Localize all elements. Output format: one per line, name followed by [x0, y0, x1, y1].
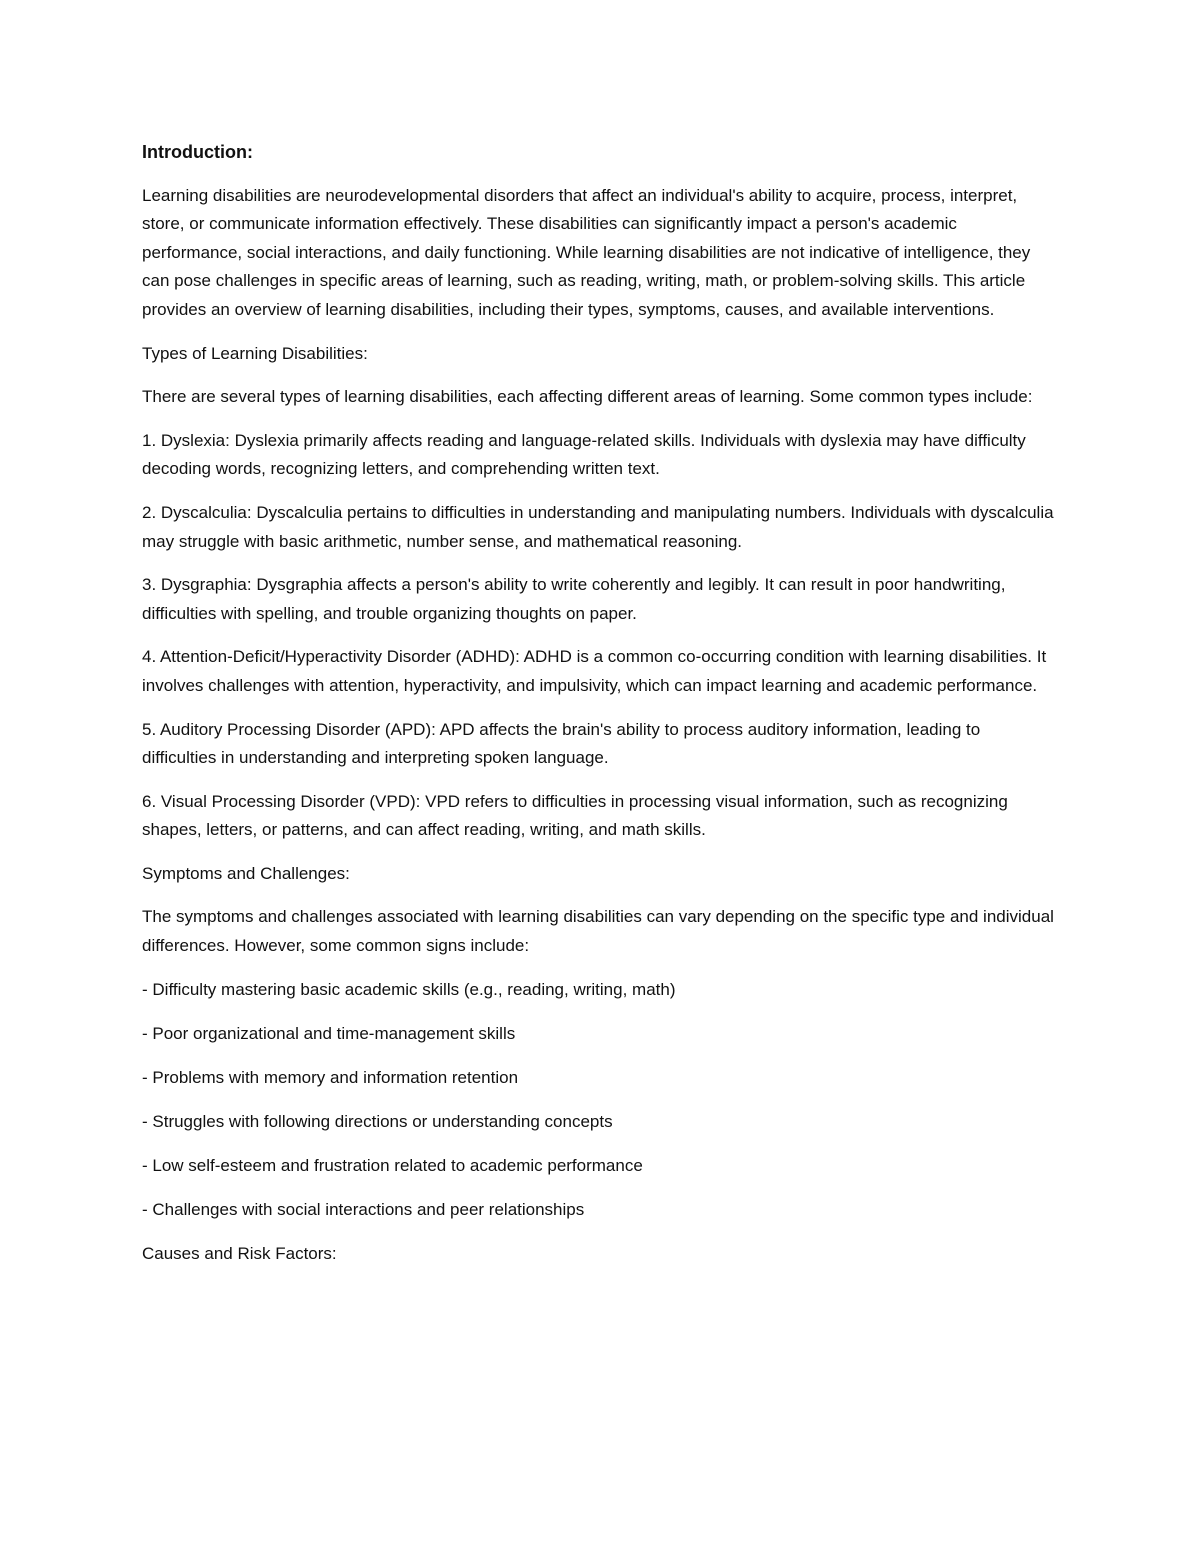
intro-heading: Introduction:	[142, 142, 253, 162]
symptom-item: - Struggles with following directions or understanding concepts	[142, 1111, 613, 1131]
symptom-item: - Difficulty mastering basic academic skills (e.g., reading, writing, math)	[142, 979, 676, 999]
symptoms-heading: Symptoms and Challenges:	[142, 863, 350, 883]
symptoms-intro-paragraph: The symptoms and challenges associated with learning disabilities can vary depending on the specific type and individual differences. However, some common signs include:	[142, 907, 1054, 956]
types-heading: Types of Learning Disabilities:	[142, 343, 368, 363]
symptom-item: - Problems with memory and information retention	[142, 1067, 519, 1087]
symptom-item: - Challenges with social interactions and peer relationships	[142, 1200, 585, 1220]
symptom-item: - Poor organizational and time-management skills	[142, 1023, 516, 1043]
type-item-dysgraphia: 3. Dysgraphia: Dysgraphia affects a person's ability to write coherently and legibly. It can result in poor handwriting, difficulties with spelling, and trouble organizing thoughts on paper.	[142, 575, 1006, 623]
symptom-item: - Low self-esteem and frustration related to academic performance	[142, 1156, 643, 1176]
causes-heading: Causes and Risk Factors:	[142, 1244, 337, 1264]
type-item-dyscalculia: 2. Dyscalculia: Dyscalculia pertains to difficulties in understanding and manipulating numbers. Individuals with dyscalculia may struggle with basic arithmetic, number sense, and mathematical reasoning.	[142, 502, 1054, 551]
type-item-apd: 5. Auditory Processing Disorder (APD): APD affects the brain's ability to process auditory information, leading to difficulties in understanding and interpreting spoken language.	[142, 719, 981, 768]
types-intro-paragraph: There are several types of learning disabilities, each affecting different areas of learning. Some common types include:	[142, 387, 1033, 407]
type-item-adhd: 4. Attention-Deficit/Hyperactivity Disorder (ADHD): ADHD is a common co-occurring condition with learning disabilities. It involves challenges with attention, hyperactivity, and impulsivity, which can impact learning and academic performance.	[142, 647, 1047, 695]
document-page	[142, 138, 1054, 1284]
type-item-vpd: 6. Visual Processing Disorder (VPD): VPD refers to difficulties in processing visual information, such as recognizing shapes, letters, or patterns, and can affect reading, writing, and math skills.	[142, 791, 1008, 840]
intro-paragraph: Learning disabilities are neurodevelopmental disorders that affect an individual's ability to acquire, process, interpret, store, or communicate information effectively. These disabilities can significantly impact a person's academic performance, social interactions, and daily functioning. While learning disabilities are not indicative of intelligence, they can pose challenges in specific areas of learning, such as reading, writing, math, or problem-solving skills. This article provides an overview of learning disabilities, including their types, symptoms, causes, and available interventions.	[142, 185, 1031, 319]
type-item-dyslexia: 1. Dyslexia: Dyslexia primarily affects reading and language-related skills. Individuals with dyslexia may have difficulty decoding words, recognizing letters, and comprehending written text.	[142, 430, 1026, 479]
